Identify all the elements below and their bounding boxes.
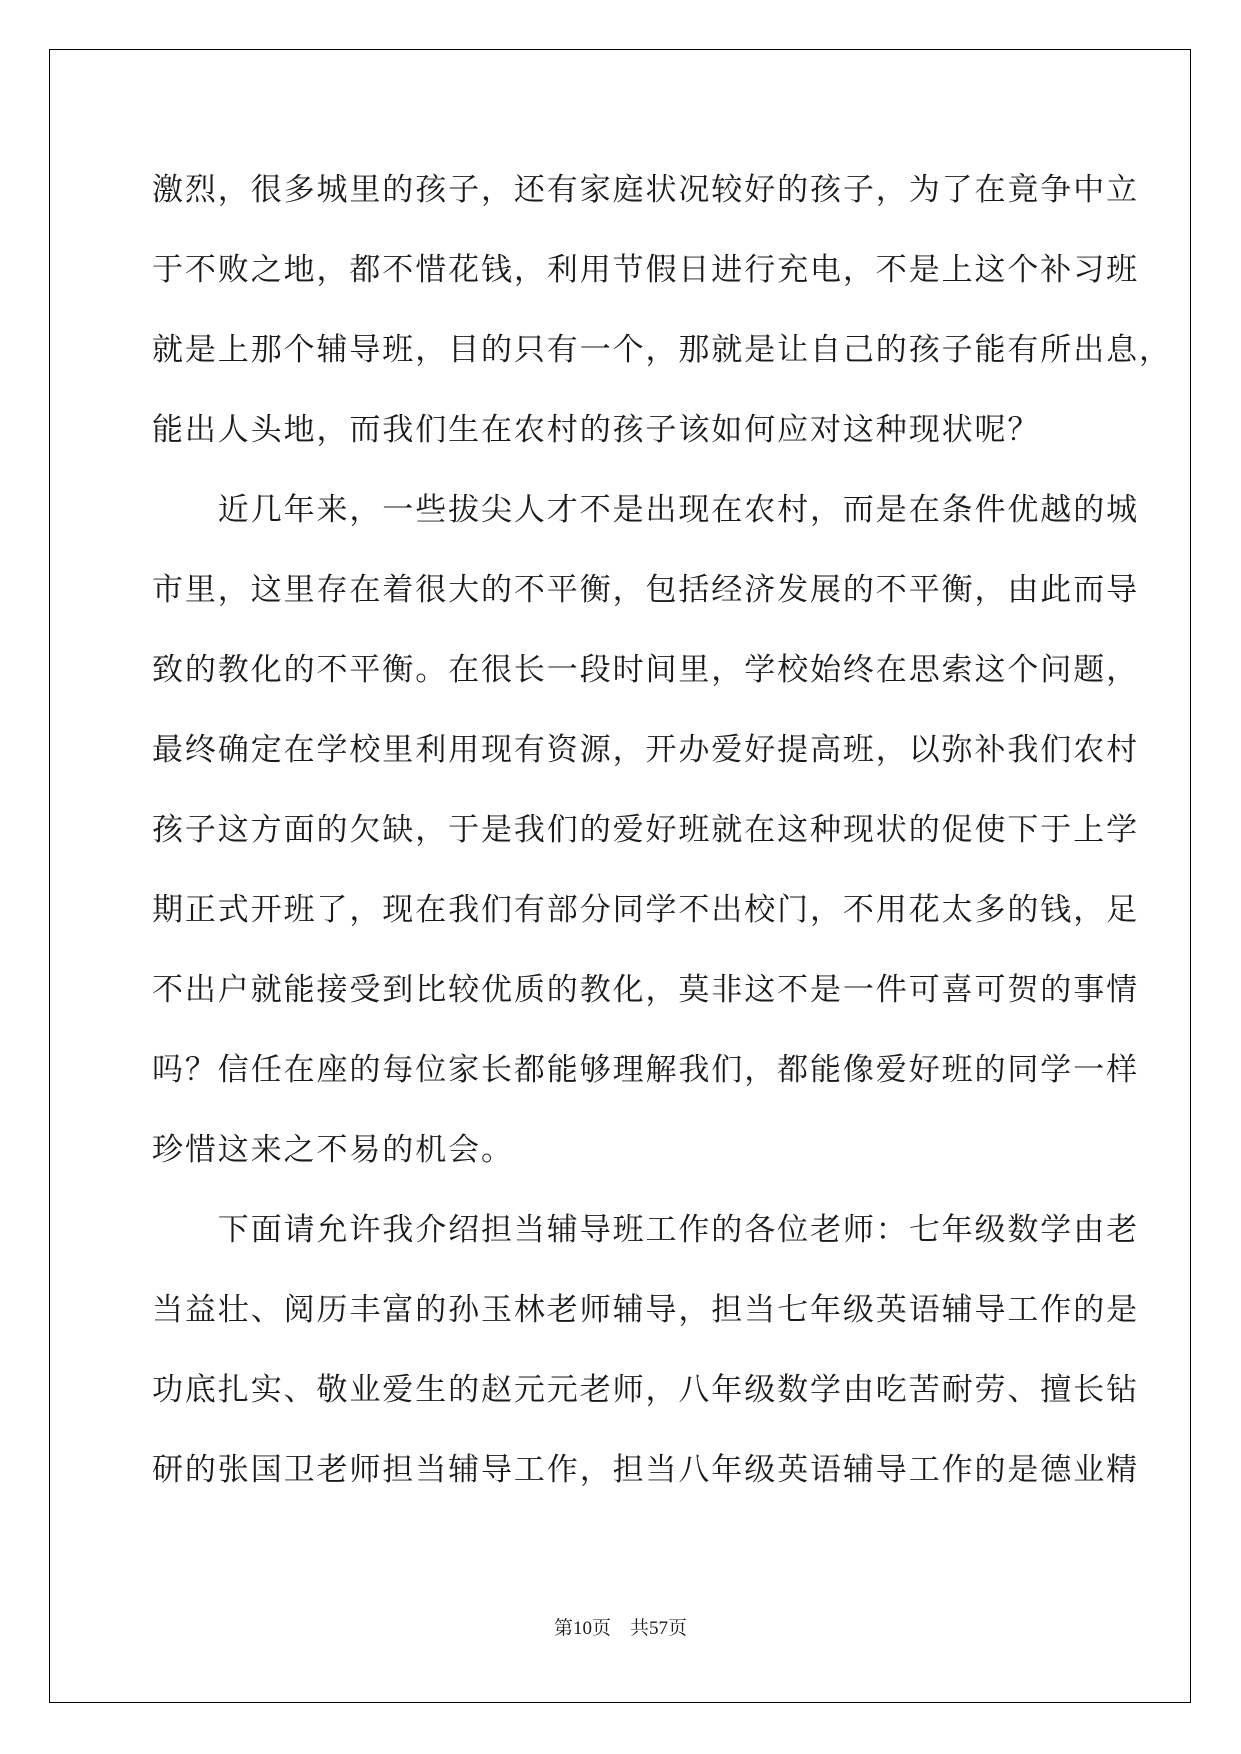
text-line: 不出户就能接受到比较优质的教化，莫非这不是一件可喜可贺的事情 xyxy=(152,972,1139,1008)
text-line: 近几年来，一些拔尖人才不是出现在农村，而是在条件优越的城 xyxy=(152,492,1139,528)
text-line: 最终确定在学校里利用现有资源，开办爱好提高班，以弥补我们农村 xyxy=(152,732,1139,768)
text-line: 激烈，很多城里的孩子，还有家庭状况较好的孩子，为了在竟争中立 xyxy=(152,172,1139,208)
document-body xyxy=(152,155,1172,1515)
text-line: 孩子这方面的欠缺，于是我们的爱好班就在这种现状的促使下于上学 xyxy=(152,812,1139,848)
page-number-footer: 第10页 共57页 xyxy=(553,1618,687,1639)
text-line: 研的张国卫老师担当辅导工作，担当八年级英语辅导工作的是德业精 xyxy=(152,1452,1139,1488)
text-line: 致的教化的不平衡。在很长一段时间里，学校始终在思索这个问题， xyxy=(152,652,1139,688)
text-line: 当益壮、阅历丰富的孙玉林老师辅导，担当七年级英语辅导工作的是 xyxy=(152,1292,1139,1328)
text-line: 期正式开班了，现在我们有部分同学不出校门，不用花太多的钱，足 xyxy=(152,892,1139,928)
text-line: 珍惜这来之不易的机会。 xyxy=(152,1132,514,1168)
text-line: 能出人头地，而我们生在农村的孩子该如何应对这种现状呢？ xyxy=(152,412,1041,448)
text-line: 市里，这里存在着很大的不平衡，包括经济发展的不平衡，由此而导 xyxy=(152,572,1139,608)
text-line: 就是上那个辅导班，目的只有一个，那就是让自己的孩子能有所出息， xyxy=(152,332,1172,368)
text-line: 于不败之地，都不惜花钱，利用节假日进行充电，不是上这个补习班 xyxy=(152,252,1139,288)
text-line: 吗？信任在座的每位家长都能够理解我们，都能像爱好班的同学一样 xyxy=(152,1052,1139,1088)
text-line: 下面请允许我介绍担当辅导班工作的各位老师：七年级数学由老 xyxy=(152,1212,1139,1248)
text-line: 功底扎实、敬业爱生的赵元元老师，八年级数学由吃苦耐劳、擅长钻 xyxy=(152,1372,1139,1408)
